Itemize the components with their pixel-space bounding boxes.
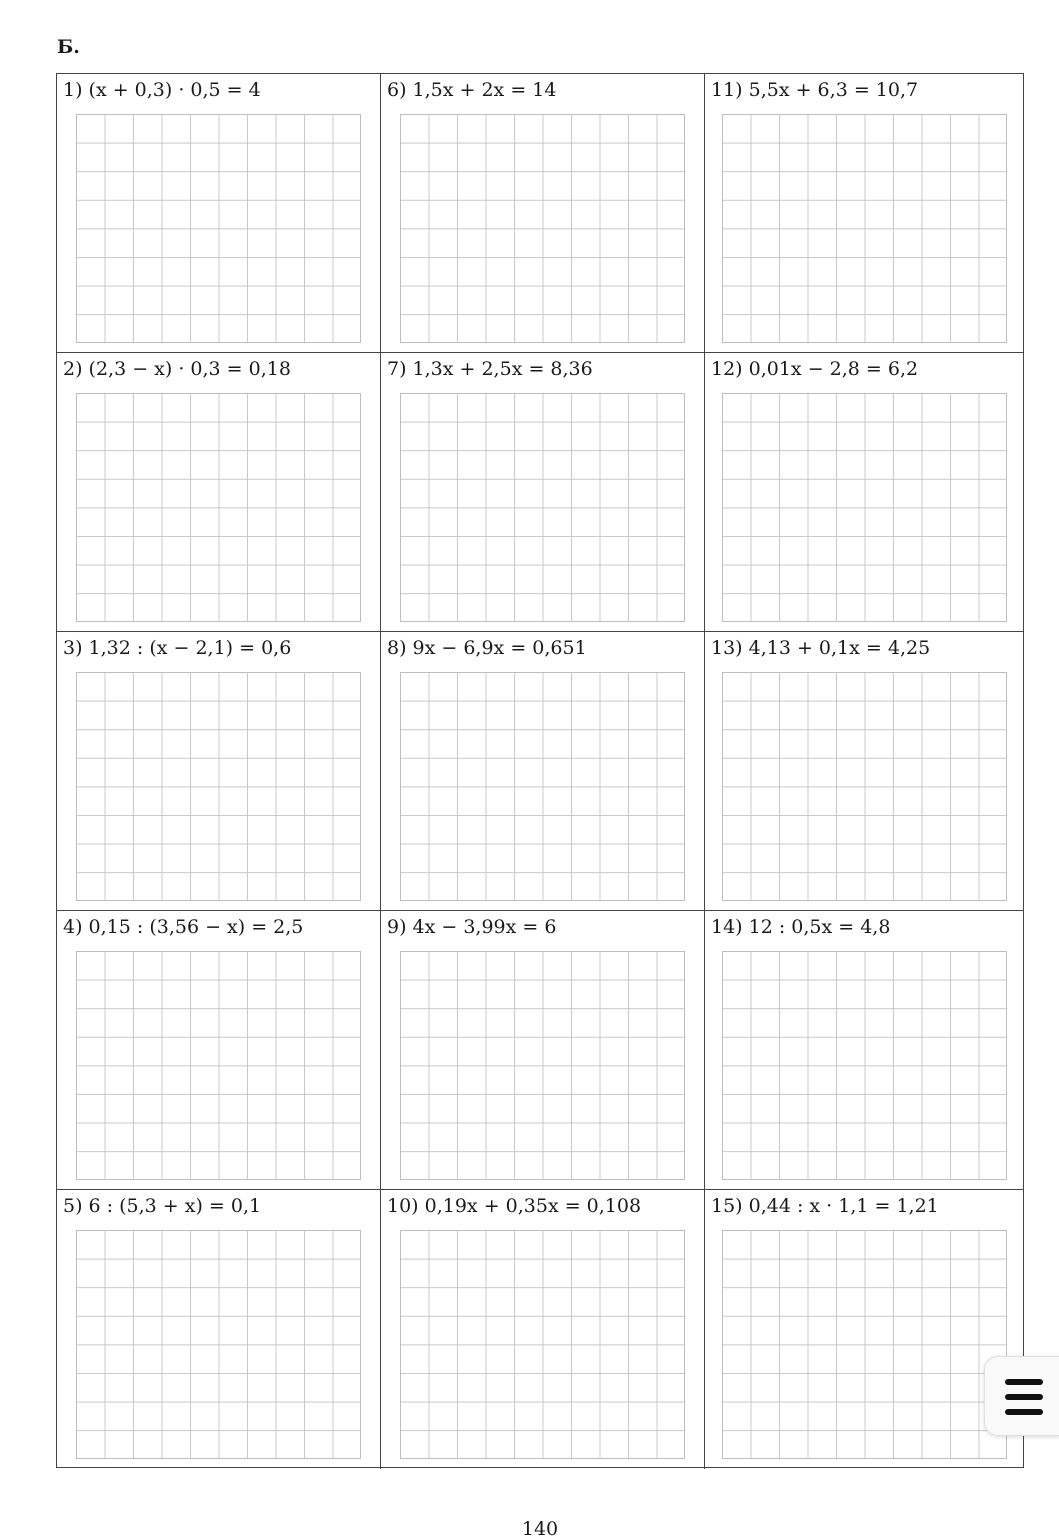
problem-text: 5) 6 : (5,3 + x) = 0,1 — [63, 1195, 262, 1217]
work-grid — [400, 1230, 685, 1459]
problem-text: 3) 1,32 : (x − 2,1) = 0,6 — [63, 637, 292, 659]
problem-cell — [381, 1190, 705, 1469]
work-grid — [76, 672, 361, 901]
problem-cell — [57, 1190, 381, 1469]
problem-cell — [381, 353, 705, 632]
problem-text: 13) 4,13 + 0,1x = 4,25 — [711, 637, 931, 659]
work-grid — [400, 951, 685, 1180]
problem-cell — [705, 353, 1023, 632]
problem-text: 9) 4x − 3,99x = 6 — [387, 916, 557, 938]
problem-text: 6) 1,5x + 2x = 14 — [387, 79, 557, 101]
problem-cell — [381, 74, 705, 353]
problem-cell — [381, 911, 705, 1190]
problem-cell — [705, 74, 1023, 353]
problem-cell — [381, 632, 705, 911]
problem-cell — [705, 1190, 1023, 1469]
menu-button[interactable] — [984, 1356, 1059, 1436]
hamburger-menu-icon — [1005, 1378, 1043, 1416]
problem-text: 15) 0,44 : x · 1,1 = 1,21 — [711, 1195, 939, 1217]
work-grid — [76, 1230, 361, 1459]
work-grid — [722, 951, 1007, 1180]
problem-text: 2) (2,3 − x) · 0,3 = 0,18 — [63, 358, 291, 380]
work-grid — [76, 114, 361, 343]
problem-text: 14) 12 : 0,5x = 4,8 — [711, 916, 891, 938]
work-grid — [76, 951, 361, 1180]
problem-text: 12) 0,01x − 2,8 = 6,2 — [711, 358, 919, 380]
worksheet-table — [56, 73, 1024, 1468]
problem-cell — [57, 911, 381, 1190]
problem-text: 4) 0,15 : (3,56 − x) = 2,5 — [63, 916, 304, 938]
work-grid — [400, 393, 685, 622]
problem-cell — [705, 911, 1023, 1190]
work-grid — [400, 114, 685, 343]
work-grid — [400, 672, 685, 901]
problem-cell — [57, 353, 381, 632]
problem-cell — [57, 74, 381, 353]
work-grid — [722, 1230, 1007, 1459]
work-grid — [722, 672, 1007, 901]
problem-text: 7) 1,3x + 2,5x = 8,36 — [387, 358, 593, 380]
work-grid — [76, 393, 361, 622]
work-grid — [722, 114, 1007, 343]
page-number: 140 — [521, 1518, 559, 1540]
work-grid — [722, 393, 1007, 622]
problem-text: 11) 5,5x + 6,3 = 10,7 — [711, 79, 919, 101]
problem-text: 10) 0,19x + 0,35x = 0,108 — [387, 1195, 642, 1217]
problem-text: 1) (x + 0,3) · 0,5 = 4 — [63, 79, 261, 101]
problem-cell — [705, 632, 1023, 911]
section-label: Б. — [57, 36, 80, 58]
problem-text: 8) 9x − 6,9x = 0,651 — [387, 637, 587, 659]
problem-cell — [57, 632, 381, 911]
